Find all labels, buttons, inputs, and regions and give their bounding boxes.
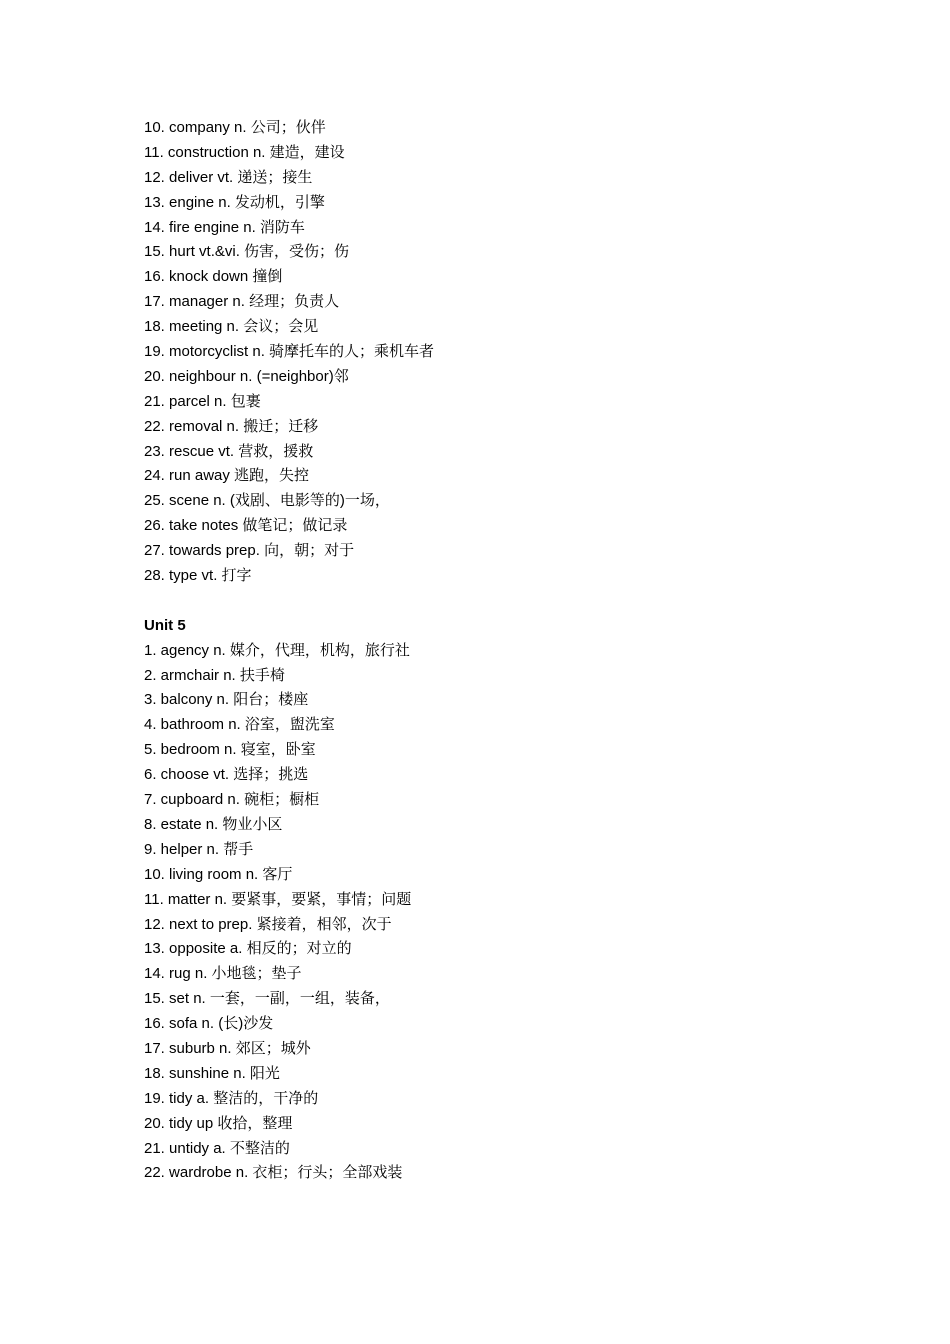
vocab-entry: 22. wardrobe n. 衣柜；行头；全部戏装: [144, 1164, 403, 1182]
vocab-entry: 13. opposite a. 相反的；对立的: [144, 940, 352, 958]
vocab-entry: 23. rescue vt. 营救，援救: [144, 442, 314, 460]
vocab-entry: 21. untidy a. 不整洁的: [144, 1139, 290, 1157]
vocab-entry: 5. bedroom n. 寝室，卧室: [144, 741, 316, 759]
vocab-entry: 12. next to prep. 紧接着，相邻，次于: [144, 915, 392, 933]
vocab-entry: 21. parcel n. 包裹: [144, 392, 261, 410]
vocab-entry: 22. removal n. 搬迁；迁移: [144, 417, 319, 435]
vocab-entry: 7. cupboard n. 碗柜；橱柜: [144, 791, 320, 809]
vocab-entry: 18. sunshine n. 阳光: [144, 1064, 280, 1082]
vocab-entry: 14. rug n. 小地毯；垫子: [144, 965, 302, 983]
vocab-entry: 9. helper n. 帮手: [144, 840, 254, 858]
vocab-entry: 27. towards prep. 向，朝；对于: [144, 542, 355, 560]
vocab-entry: 19. motorcyclist n. 骑摩托车的人；乘机车者: [144, 343, 435, 361]
vocab-list-unit5: [144, 639, 864, 1187]
vocab-entry: 2. armchair n. 扶手椅: [144, 666, 285, 684]
vocab-entry: 20. neighbour n. (=neighbor)邻: [144, 367, 349, 385]
vocab-entry: 18. meeting n. 会议；会见: [144, 318, 319, 336]
vocab-entry: 12. deliver vt. 递送；接生: [144, 168, 313, 186]
unit-heading: Unit 5: [144, 616, 186, 634]
vocab-entry: 13. engine n. 发动机，引擎: [144, 193, 325, 211]
vocab-entry: 16. sofa n. (长)沙发: [144, 1015, 274, 1033]
vocab-list-unit4: [144, 116, 864, 589]
vocab-entry: 16. knock down 撞倒: [144, 268, 283, 286]
vocab-entry: 14. fire engine n. 消防车: [144, 218, 305, 236]
vocab-entry: 10. company n. 公司；伙伴: [144, 119, 326, 136]
vocab-entry: 3. balcony n. 阳台；楼座: [144, 691, 309, 709]
vocab-entry: 4. bathroom n. 浴室，盥洗室: [144, 716, 335, 734]
vocab-entry: 17. manager n. 经理；负责人: [144, 293, 340, 311]
vocab-entry: 1. agency n. 媒介，代理，机构，旅行社: [144, 641, 410, 659]
vocab-entry: 10. living room n. 客厅: [144, 865, 293, 883]
vocab-entry: 6. choose vt. 选择；挑选: [144, 766, 309, 784]
vocab-entry: 15. set n. 一套，一副，一组，装备，: [144, 990, 390, 1008]
section-spacer: [144, 589, 864, 614]
vocab-entry: 17. suburb n. 郊区；城外: [144, 1039, 311, 1057]
vocab-entry: 15. hurt vt.&vi. 伤害，受伤；伤: [144, 243, 350, 261]
vocab-entry: 8. estate n. 物业小区: [144, 815, 283, 833]
vocab-entry: 11. construction n. 建造，建设: [144, 143, 345, 161]
vocab-entry: 24. run away 逃跑，失控: [144, 467, 310, 485]
vocab-entry: 20. tidy up 收拾，整理: [144, 1114, 293, 1132]
vocab-entry: 28. type vt. 打字: [144, 567, 252, 585]
vocab-entry: 19. tidy a. 整洁的，干净的: [144, 1089, 319, 1107]
document-page: [144, 116, 864, 1186]
vocab-entry: 25. scene n. (戏剧、电影等的)一场，: [144, 492, 390, 510]
vocab-entry: 11. matter n. 要紧事，要紧，事情；问题: [144, 890, 412, 908]
vocab-entry: 26. take notes 做笔记；做记录: [144, 517, 348, 535]
